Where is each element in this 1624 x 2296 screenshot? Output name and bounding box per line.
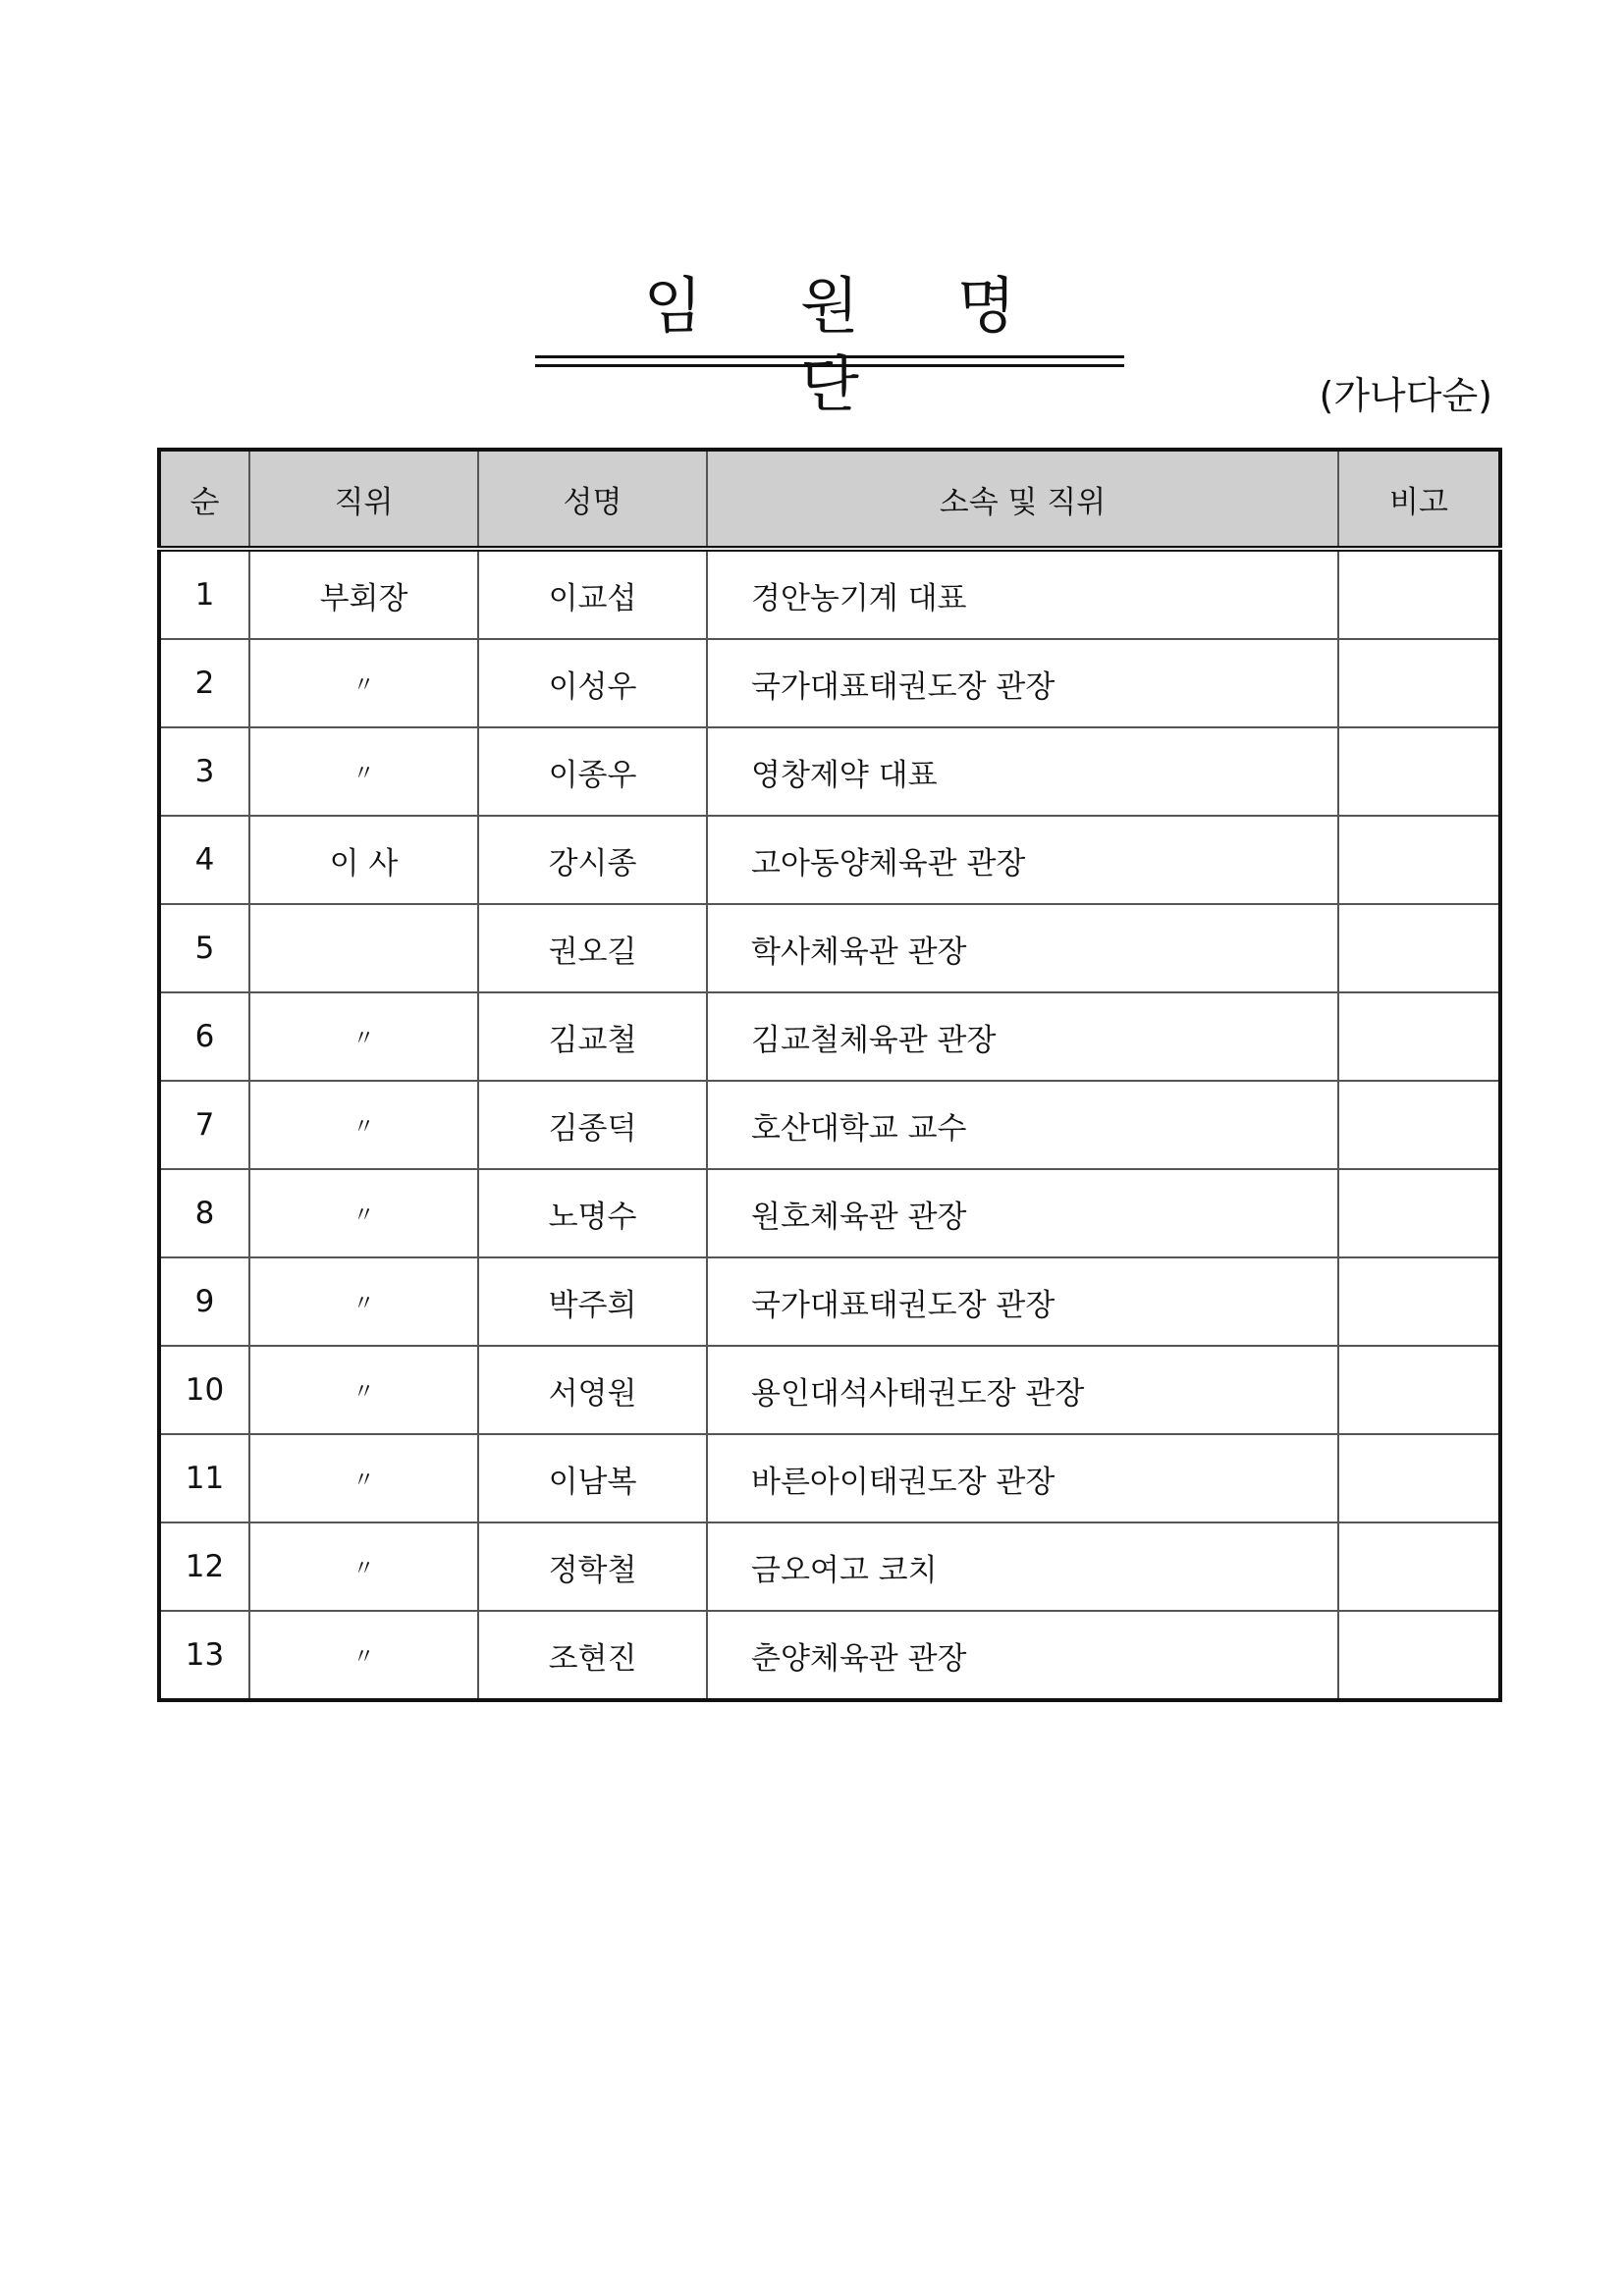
row-affiliation: 호산대학교 교수: [707, 1081, 1338, 1169]
row-number: 10: [159, 1346, 249, 1434]
row-number: 2: [159, 639, 249, 727]
row-position: 이 사: [249, 816, 478, 904]
table-row: [159, 1169, 1500, 1257]
row-affiliation: 국가대표태권도장 관장: [707, 639, 1338, 727]
row-number: 7: [159, 1081, 249, 1169]
row-affiliation: 국가대표태권도장 관장: [707, 1257, 1338, 1346]
row-name: 김종덕: [478, 1081, 707, 1169]
row-affiliation: 바른아이태권도장 관장: [707, 1434, 1338, 1522]
row-position: 〃: [249, 1169, 478, 1257]
row-position: 〃: [249, 1257, 478, 1346]
row-position: 〃: [249, 1611, 478, 1700]
table-row: [159, 816, 1500, 904]
row-remarks: [1338, 1257, 1500, 1346]
row-remarks: [1338, 904, 1500, 992]
row-remarks: [1338, 1346, 1500, 1434]
row-number: 12: [159, 1522, 249, 1611]
row-affiliation: 금오여고 코치: [707, 1522, 1338, 1611]
row-number: 4: [159, 816, 249, 904]
row-position: 〃: [249, 1346, 478, 1434]
row-affiliation: 학사체육관 관장: [707, 904, 1338, 992]
row-name: 김교철: [478, 992, 707, 1081]
row-affiliation: 원호체육관 관장: [707, 1169, 1338, 1257]
row-position: 〃: [249, 727, 478, 816]
row-number: 1: [159, 549, 249, 639]
row-remarks: [1338, 1081, 1500, 1169]
row-name: 노명수: [478, 1169, 707, 1257]
row-name: 서영원: [478, 1346, 707, 1434]
header-affiliation: 소속 및 직위: [707, 450, 1338, 549]
row-name: 강시종: [478, 816, 707, 904]
table-row: [159, 1257, 1500, 1346]
row-position: 〃: [249, 1522, 478, 1611]
row-remarks: [1338, 727, 1500, 816]
table-row: [159, 1611, 1500, 1700]
row-name: 권오길: [478, 904, 707, 992]
table-row: [159, 992, 1500, 1081]
row-remarks: [1338, 1434, 1500, 1522]
row-name: 조현진: [478, 1611, 707, 1700]
row-position: 〃: [249, 639, 478, 727]
row-position: 〃: [249, 1081, 478, 1169]
title-double-underline: [535, 355, 1124, 367]
table-header-row: [159, 450, 1500, 549]
row-number: 3: [159, 727, 249, 816]
sort-order-note: (가나다순): [1319, 374, 1492, 417]
row-position: 〃: [249, 992, 478, 1081]
table-row: [159, 727, 1500, 816]
row-name: 박주희: [478, 1257, 707, 1346]
officer-roster-table: [157, 448, 1502, 1702]
row-affiliation: 경안농기계 대표: [707, 549, 1338, 639]
row-position: [249, 904, 478, 992]
table-body: [159, 549, 1500, 1700]
page-title: 임 원 명 단: [643, 270, 1056, 420]
row-number: 13: [159, 1611, 249, 1700]
row-remarks: [1338, 549, 1500, 639]
header-name: 성명: [478, 450, 707, 549]
row-name: 이교섭: [478, 549, 707, 639]
row-affiliation: 영창제약 대표: [707, 727, 1338, 816]
row-name: 정학철: [478, 1522, 707, 1611]
row-number: 9: [159, 1257, 249, 1346]
row-remarks: [1338, 639, 1500, 727]
row-remarks: [1338, 816, 1500, 904]
table-row: [159, 1346, 1500, 1434]
table-row: [159, 549, 1500, 639]
row-number: 8: [159, 1169, 249, 1257]
row-remarks: [1338, 992, 1500, 1081]
row-position: 부회장: [249, 549, 478, 639]
row-remarks: [1338, 1169, 1500, 1257]
row-affiliation: 고아동양체육관 관장: [707, 816, 1338, 904]
header-position: 직위: [249, 450, 478, 549]
table-row: [159, 1434, 1500, 1522]
header-remarks: 비고: [1338, 450, 1500, 549]
row-affiliation: 김교철체육관 관장: [707, 992, 1338, 1081]
row-name: 이종우: [478, 727, 707, 816]
row-remarks: [1338, 1611, 1500, 1700]
table-row: [159, 639, 1500, 727]
row-remarks: [1338, 1522, 1500, 1611]
row-number: 5: [159, 904, 249, 992]
table-row: [159, 1522, 1500, 1611]
table-row: [159, 1081, 1500, 1169]
table-row: [159, 904, 1500, 992]
row-name: 이성우: [478, 639, 707, 727]
row-affiliation: 춘양체육관 관장: [707, 1611, 1338, 1700]
row-number: 11: [159, 1434, 249, 1522]
row-affiliation: 용인대석사태권도장 관장: [707, 1346, 1338, 1434]
header-number: 순: [159, 450, 249, 549]
row-number: 6: [159, 992, 249, 1081]
row-name: 이남복: [478, 1434, 707, 1522]
row-position: 〃: [249, 1434, 478, 1522]
